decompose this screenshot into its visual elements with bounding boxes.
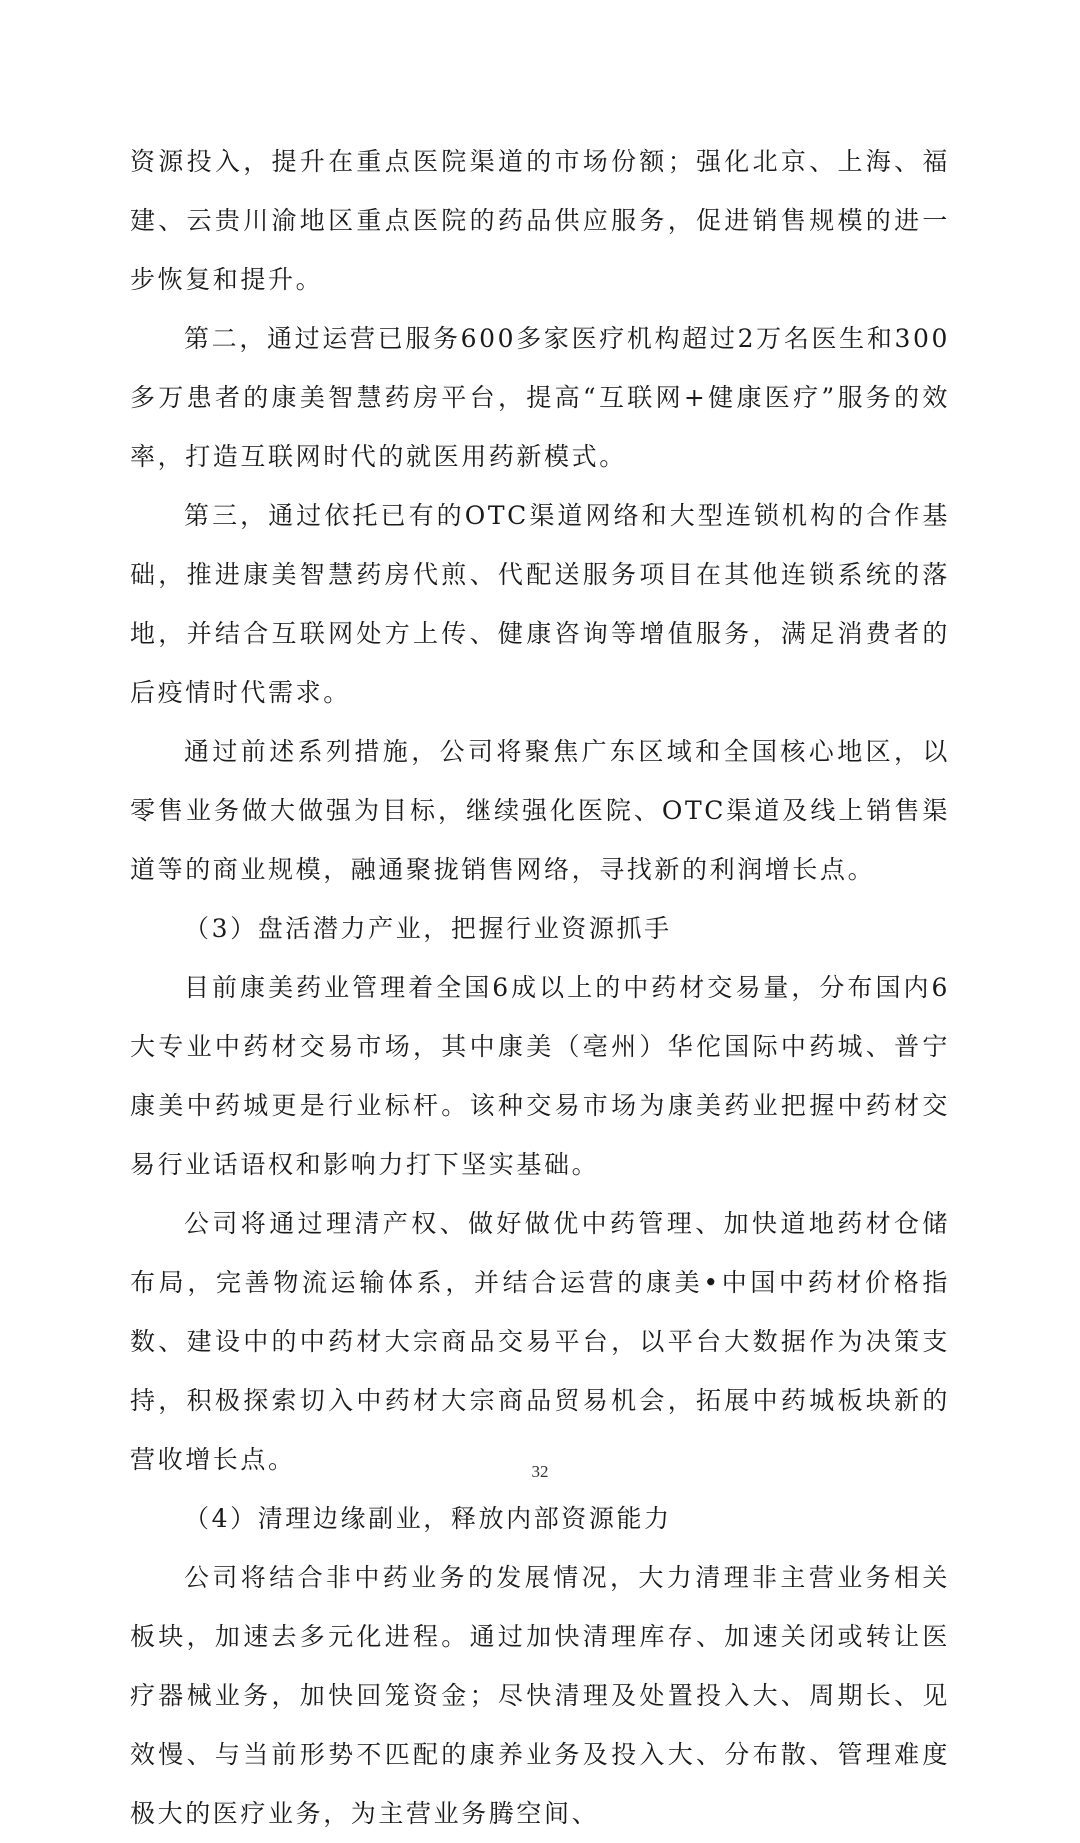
paragraph-continuation: 资源投入，提升在重点医院渠道的市场份额；强化北京、上海、福建、云贵川渝地区重点医院的药品供应服务，促进销售规模的进一步恢复和提升。 [130,147,950,294]
page-body [130,132,950,1843]
paragraph-second-measure: 第二，通过运营已服务600多家医疗机构超过2万名医生和300多万患者的康美智慧药房平台，提高“互联网+健康医疗”服务的效率，打造互联网时代的就医用药新模式。 [130,324,950,471]
paragraph-non-core-business: 公司将结合非中药业务的发展情况，大力清理非主营业务相关板块，加速去多元化进程。通过加快清理库存、加速关闭或转让医疗器械业务，加快回笼资金；尽快清理及处置投入大、周期长、见效慢、与当前形势不匹配的康养业务及投入大、分布散、管理难度极大的医疗业务，为主营业务腾空间、 [130,1563,950,1828]
paragraph-summary: 通过前述系列措施，公司将聚焦广东区域和全国核心地区，以零售业务做大做强为目标，继续强化医院、OTC渠道及线上销售渠道等的商业规模，融通聚拢销售网络，寻找新的利润增长点。 [130,737,950,884]
paragraph-market-share: 目前康美药业管理着全国6成以上的中药材交易量，分布国内6大专业中药材交易市场，其中康美（亳州）华佗国际中药城、普宁康美中药城更是行业标杆。该种交易市场为康美药业把握中药材交易行业话语权和影响力打下坚实基础。 [130,973,950,1179]
section-heading-4: （4）清理边缘副业，释放内部资源能力 [184,1504,672,1533]
page-number: 32 [531,1462,549,1481]
paragraph-third-measure: 第三，通过依托已有的OTC渠道网络和大型连锁机构的合作基础，推进康美智慧药房代煎、代配送服务项目在其他连锁系统的落地，并结合互联网处方上传、健康咨询等增值服务，满足消费者的后疫情时代需求。 [130,501,950,707]
paragraph-trading-platform: 公司将通过理清产权、做好做优中药管理、加快道地药材仓储布局，完善物流运输体系，并结合运营的康美•中国中药材价格指数、建设中的中药材大宗商品交易平台，以平台大数据作为决策支持，积极探索切入中药材大宗商品贸易机会，拓展中药城板块新的营收增长点。 [130,1209,950,1474]
section-heading-3: （3）盘活潜力产业，把握行业资源抓手 [184,914,672,943]
